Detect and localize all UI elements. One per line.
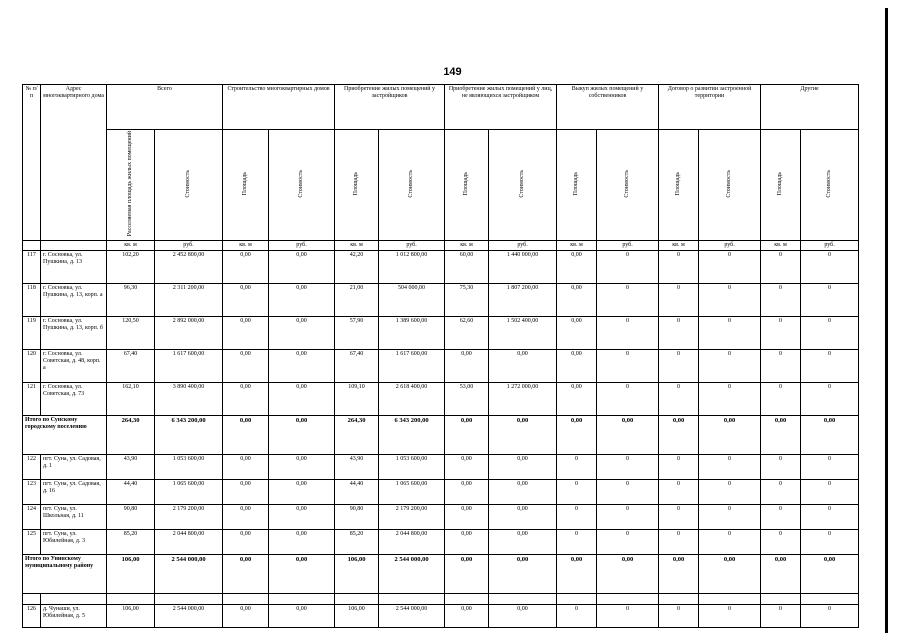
header-subcolumn — [761, 130, 801, 241]
row-value: 0 — [699, 480, 761, 505]
row-value: 2 618 400,00 — [379, 383, 445, 416]
header-subcolumn-label: Площадь — [777, 171, 784, 196]
row-address: г. Сосновка, ул. Пушкина, д. 13, корп. б — [41, 317, 107, 350]
subtotal-value: 2 544 000,00 — [379, 555, 445, 594]
row-value: 0 — [659, 505, 699, 530]
row-value: 0,00 — [269, 455, 335, 480]
subtotal-value: 0,00 — [659, 416, 699, 455]
row-value: 0 — [699, 317, 761, 350]
table-row — [23, 480, 859, 505]
row-value: 44,40 — [107, 480, 155, 505]
row-value: 0 — [761, 317, 801, 350]
header-subcolumn — [155, 130, 223, 241]
row-value: 0,00 — [269, 383, 335, 416]
row-value: 0,00 — [557, 383, 597, 416]
row-value: 0 — [801, 251, 859, 284]
row-value: 67,40 — [335, 350, 379, 383]
header-subcolumn-label: Стоимость — [826, 169, 833, 198]
row-value: 0 — [597, 505, 659, 530]
row-number: 118 — [23, 284, 41, 317]
row-value: 1 440 000,00 — [489, 251, 557, 284]
row-address: г. Сосновка, ул. Советская, д. 48, корп. а — [41, 350, 107, 383]
row-number: 125 — [23, 530, 41, 555]
header-subcolumn — [107, 130, 155, 241]
row-number: 123 — [23, 480, 41, 505]
header-subcolumn-label: Площадь — [675, 171, 682, 196]
row-value: 42,20 — [335, 251, 379, 284]
subtotal-value: 0,00 — [597, 416, 659, 455]
row-value: 0,00 — [445, 455, 489, 480]
row-value: 0,00 — [223, 505, 269, 530]
row-value: 1 502 400,00 — [489, 317, 557, 350]
subtotal-value: 0,00 — [269, 555, 335, 594]
header-subcolumn-label: Стоимость — [726, 169, 733, 198]
row-value: 2 044 800,00 — [379, 530, 445, 555]
row-address: пгт. Суна, ул. Школьная, д. 11 — [41, 505, 107, 530]
row-value: 0 — [761, 284, 801, 317]
unit-label: руб. — [155, 241, 223, 251]
row-value: 0 — [761, 383, 801, 416]
header-subcolumn — [699, 130, 761, 241]
row-value: 0 — [761, 251, 801, 284]
subtotal-value: 0,00 — [801, 555, 859, 594]
subtotal-value: 0,00 — [761, 555, 801, 594]
spacer-cell — [761, 594, 801, 605]
header-subcolumn — [557, 130, 597, 241]
row-value: 1 389 600,00 — [379, 317, 445, 350]
row-value: 0 — [761, 480, 801, 505]
header-subcolumn — [335, 130, 379, 241]
row-value: 0 — [659, 480, 699, 505]
row-value: 0 — [659, 284, 699, 317]
row-value: 96,30 — [107, 284, 155, 317]
unit-label: кв. м — [335, 241, 379, 251]
row-value: 2 044 800,00 — [155, 530, 223, 555]
spacer-cell — [597, 594, 659, 605]
header-subcolumn — [269, 130, 335, 241]
row-value: 75,30 — [445, 284, 489, 317]
row-value: 120,50 — [107, 317, 155, 350]
row-value: 162,10 — [107, 383, 155, 416]
subtotal-value: 106,00 — [107, 555, 155, 594]
row-value: 0,00 — [223, 317, 269, 350]
row-value: 0,00 — [489, 505, 557, 530]
row-value: 1 272 000,00 — [489, 383, 557, 416]
spacer-cell — [801, 594, 859, 605]
row-value: 0 — [761, 605, 801, 628]
header-group: Приобретение жилых помещений у лиц, не являющихся застройщиком — [445, 85, 557, 130]
unit-blank — [41, 241, 107, 251]
row-value: 2 179 200,00 — [379, 505, 445, 530]
row-number: 119 — [23, 317, 41, 350]
spacer-cell — [155, 594, 223, 605]
spacer-cell — [379, 594, 445, 605]
table-row — [23, 383, 859, 416]
header-num: № п/п — [23, 85, 41, 241]
row-value: 0,00 — [269, 284, 335, 317]
subtotal-value: 0,00 — [223, 416, 269, 455]
row-address: пгт. Суна, ул. Садовая, д. 1 — [41, 455, 107, 480]
row-value: 0 — [801, 284, 859, 317]
row-value: 44,40 — [335, 480, 379, 505]
table-row — [23, 505, 859, 530]
subtotal-row — [23, 555, 859, 594]
row-value: 0 — [699, 530, 761, 555]
subtotal-label: Итого по Унинскому муниципальному району — [23, 555, 107, 594]
table-row — [23, 605, 859, 628]
page-number: 149 — [443, 66, 462, 78]
row-value: 90,80 — [335, 505, 379, 530]
row-value: 0,00 — [445, 480, 489, 505]
row-value: 0 — [659, 530, 699, 555]
row-value: 0 — [597, 455, 659, 480]
row-value: 0,00 — [223, 455, 269, 480]
spacer-cell — [557, 594, 597, 605]
row-value: 0 — [699, 455, 761, 480]
row-value: 0,00 — [489, 455, 557, 480]
row-number: 121 — [23, 383, 41, 416]
spacer-cell — [107, 594, 155, 605]
row-value: 0,00 — [223, 284, 269, 317]
unit-label: руб. — [801, 241, 859, 251]
row-value: 60,00 — [445, 251, 489, 284]
row-value: 0,00 — [223, 480, 269, 505]
subtotal-label: Итого по Сунскому городскому поселению — [23, 416, 107, 455]
table-row — [23, 350, 859, 383]
row-value: 0 — [801, 350, 859, 383]
unit-label: руб. — [699, 241, 761, 251]
row-value: 0,00 — [557, 317, 597, 350]
header-row-units — [23, 241, 859, 251]
row-value: 0,00 — [557, 251, 597, 284]
row-value: 1 617 600,00 — [379, 350, 445, 383]
row-value: 0 — [557, 530, 597, 555]
row-address: г. Сосновка, ул. Пушкина, д. 13 — [41, 251, 107, 284]
row-value: 0 — [801, 530, 859, 555]
resettlement-table — [22, 84, 859, 628]
subtotal-value: 264,30 — [107, 416, 155, 455]
row-value: 90,80 — [107, 505, 155, 530]
subtotal-value: 0,00 — [597, 555, 659, 594]
row-value: 0 — [801, 317, 859, 350]
row-value: 0 — [597, 284, 659, 317]
row-value: 0 — [597, 605, 659, 628]
row-value: 0,00 — [269, 530, 335, 555]
row-value: 0 — [761, 505, 801, 530]
row-value: 0,00 — [269, 251, 335, 284]
row-value: 0,00 — [223, 350, 269, 383]
row-value: 0 — [557, 505, 597, 530]
row-value: 0 — [659, 455, 699, 480]
row-value: 0 — [557, 605, 597, 628]
spacer-cell — [659, 594, 699, 605]
header-subcolumn-label: Стоимость — [185, 169, 191, 198]
row-value: 0,00 — [223, 383, 269, 416]
row-value: 0 — [761, 350, 801, 383]
row-value: 53,00 — [445, 383, 489, 416]
table-row — [23, 284, 859, 317]
row-value: 0,00 — [269, 350, 335, 383]
row-value: 0 — [761, 530, 801, 555]
unit-label: руб. — [597, 241, 659, 251]
header-group: Всего — [107, 85, 223, 130]
row-address: д. Чунаши, ул. Юбилейная, д. 5 — [41, 605, 107, 628]
header-subcolumn — [659, 130, 699, 241]
row-value: 0,00 — [489, 530, 557, 555]
row-value: 0 — [801, 505, 859, 530]
row-value: 2 452 800,00 — [155, 251, 223, 284]
row-value: 0,00 — [269, 317, 335, 350]
header-group: Приобретение жилых помещений у застройщиков — [335, 85, 445, 130]
subtotal-value: 264,30 — [335, 416, 379, 455]
spacer-cell — [699, 594, 761, 605]
spacer-cell — [23, 594, 41, 605]
row-value: 85,20 — [335, 530, 379, 555]
row-value: 0,00 — [223, 251, 269, 284]
row-value: 0,00 — [445, 530, 489, 555]
subtotal-value: 0,00 — [489, 555, 557, 594]
row-value: 0 — [699, 605, 761, 628]
row-value: 0 — [761, 455, 801, 480]
header-subcolumn — [597, 130, 659, 241]
subtotal-value: 6 343 200,00 — [379, 416, 445, 455]
row-value: 0 — [659, 605, 699, 628]
header-subcolumn-label: Площадь — [463, 171, 470, 196]
row-value: 0,00 — [489, 350, 557, 383]
row-value: 0 — [801, 480, 859, 505]
row-value: 0 — [557, 455, 597, 480]
unit-label: руб. — [269, 241, 335, 251]
row-value: 1 807 200,00 — [489, 284, 557, 317]
header-group: Строительство многоквартирных домов — [223, 85, 335, 130]
table-row — [23, 251, 859, 284]
spacer-row — [23, 594, 859, 605]
table-row — [23, 317, 859, 350]
spacer-cell — [489, 594, 557, 605]
subtotal-value: 0,00 — [557, 555, 597, 594]
header-address: Адрес многоквартирного дома — [41, 85, 107, 241]
row-address: г. Сосновка, ул. Советская, д. 73 — [41, 383, 107, 416]
subtotal-value: 0,00 — [489, 416, 557, 455]
row-value: 2 544 000,00 — [155, 605, 223, 628]
row-value: 0 — [659, 317, 699, 350]
row-value: 504 000,00 — [379, 284, 445, 317]
row-value: 0,00 — [445, 605, 489, 628]
subtotal-row — [23, 416, 859, 455]
header-subcolumn-label: Стоимость — [298, 169, 304, 198]
row-value: 0,00 — [445, 350, 489, 383]
subtotal-value: 0,00 — [699, 555, 761, 594]
row-value: 1 053 600,00 — [379, 455, 445, 480]
row-value: 0 — [699, 505, 761, 530]
row-value: 106,00 — [335, 605, 379, 628]
subtotal-value: 0,00 — [269, 416, 335, 455]
header-subcolumn — [445, 130, 489, 241]
header-subcolumn-label: Площадь — [573, 171, 580, 196]
row-value: 43,90 — [107, 455, 155, 480]
row-value: 0 — [597, 383, 659, 416]
row-value: 1 065 600,00 — [379, 480, 445, 505]
unit-label: кв. м — [223, 241, 269, 251]
header-subcolumn-label: Расселяемая площадь жилых помещений — [127, 131, 133, 237]
row-value: 0,00 — [223, 605, 269, 628]
header-subcolumn-label: Стоимость — [624, 169, 631, 198]
row-value: 0,00 — [557, 350, 597, 383]
header-group: Другие — [761, 85, 859, 130]
unit-label: кв. м — [761, 241, 801, 251]
row-value: 0,00 — [557, 284, 597, 317]
unit-label: руб. — [379, 241, 445, 251]
row-value: 0 — [699, 350, 761, 383]
row-number: 124 — [23, 505, 41, 530]
row-value: 1 012 800,00 — [379, 251, 445, 284]
row-value: 0 — [659, 251, 699, 284]
row-number: 117 — [23, 251, 41, 284]
spacer-cell — [269, 594, 335, 605]
unit-label: кв. м — [557, 241, 597, 251]
row-value: 0 — [597, 251, 659, 284]
subtotal-value: 0,00 — [557, 416, 597, 455]
subtotal-value: 0,00 — [801, 416, 859, 455]
row-value: 1 065 600,00 — [155, 480, 223, 505]
row-value: 0 — [699, 284, 761, 317]
row-value: 0 — [659, 350, 699, 383]
subtotal-value: 0,00 — [659, 555, 699, 594]
row-value: 0 — [597, 480, 659, 505]
row-value: 0,00 — [269, 505, 335, 530]
row-value: 0,00 — [445, 505, 489, 530]
row-value: 1 053 600,00 — [155, 455, 223, 480]
row-value: 2 179 200,00 — [155, 505, 223, 530]
header-group: Договор о развитии застроенной территории — [659, 85, 761, 130]
spacer-cell — [335, 594, 379, 605]
subtotal-value: 6 343 200,00 — [155, 416, 223, 455]
row-value: 0 — [597, 317, 659, 350]
row-value: 0 — [801, 605, 859, 628]
spacer-cell — [41, 594, 107, 605]
unit-label: руб. — [489, 241, 557, 251]
table-row — [23, 530, 859, 555]
row-value: 43,90 — [335, 455, 379, 480]
row-value: 0,00 — [489, 480, 557, 505]
subtotal-value: 0,00 — [445, 416, 489, 455]
header-group: Выкуп жилых помещений у собственников — [557, 85, 659, 130]
row-value: 0 — [801, 455, 859, 480]
subtotal-value: 2 544 000,00 — [155, 555, 223, 594]
row-value: 0,00 — [269, 480, 335, 505]
row-value: 0,00 — [223, 530, 269, 555]
header-subcolumn — [223, 130, 269, 241]
row-value: 2 892 000,00 — [155, 317, 223, 350]
row-value: 109,10 — [335, 383, 379, 416]
unit-label: кв. м — [107, 241, 155, 251]
row-value: 1 617 600,00 — [155, 350, 223, 383]
subtotal-value: 0,00 — [223, 555, 269, 594]
header-subcolumn — [379, 130, 445, 241]
row-value: 106,00 — [107, 605, 155, 628]
row-value: 0 — [801, 383, 859, 416]
header-subcolumn-label: Площадь — [242, 171, 248, 196]
header-row-sub — [23, 130, 859, 241]
row-value: 2 311 200,00 — [155, 284, 223, 317]
row-value: 21,00 — [335, 284, 379, 317]
row-number: 120 — [23, 350, 41, 383]
subtotal-value: 0,00 — [761, 416, 801, 455]
table-row — [23, 455, 859, 480]
row-value: 0 — [659, 383, 699, 416]
subtotal-value: 0,00 — [699, 416, 761, 455]
row-value: 0 — [699, 383, 761, 416]
unit-blank — [23, 241, 41, 251]
row-value: 0,00 — [489, 605, 557, 628]
header-subcolumn-label: Стоимость — [408, 169, 415, 198]
row-value: 0 — [597, 530, 659, 555]
row-value: 67,40 — [107, 350, 155, 383]
header-subcolumn — [489, 130, 557, 241]
row-address: пгт. Суна, ул. Юбилейная, д. 3 — [41, 530, 107, 555]
subtotal-value: 106,00 — [335, 555, 379, 594]
unit-label: кв. м — [659, 241, 699, 251]
header-row-groups — [23, 85, 859, 130]
row-value: 0 — [557, 480, 597, 505]
row-address: пгт. Суна, ул. Садовая, д. 16 — [41, 480, 107, 505]
subtotal-value: 0,00 — [445, 555, 489, 594]
row-value: 62,60 — [445, 317, 489, 350]
row-number: 126 — [23, 605, 41, 628]
row-value: 102,20 — [107, 251, 155, 284]
header-subcolumn-label: Стоимость — [519, 169, 526, 198]
header-subcolumn-label: Площадь — [353, 171, 360, 196]
page-edge-line — [885, 8, 888, 633]
header-subcolumn — [801, 130, 859, 241]
spacer-cell — [223, 594, 269, 605]
row-value: 0 — [699, 251, 761, 284]
row-value: 0,00 — [269, 605, 335, 628]
spacer-cell — [445, 594, 489, 605]
row-value: 2 544 000,00 — [379, 605, 445, 628]
unit-label: кв. м — [445, 241, 489, 251]
row-value: 85,20 — [107, 530, 155, 555]
row-value: 3 890 400,00 — [155, 383, 223, 416]
row-value: 57,90 — [335, 317, 379, 350]
row-value: 0 — [597, 350, 659, 383]
row-number: 122 — [23, 455, 41, 480]
row-address: г. Сосновка, ул. Пушкина, д. 13, корп. а — [41, 284, 107, 317]
